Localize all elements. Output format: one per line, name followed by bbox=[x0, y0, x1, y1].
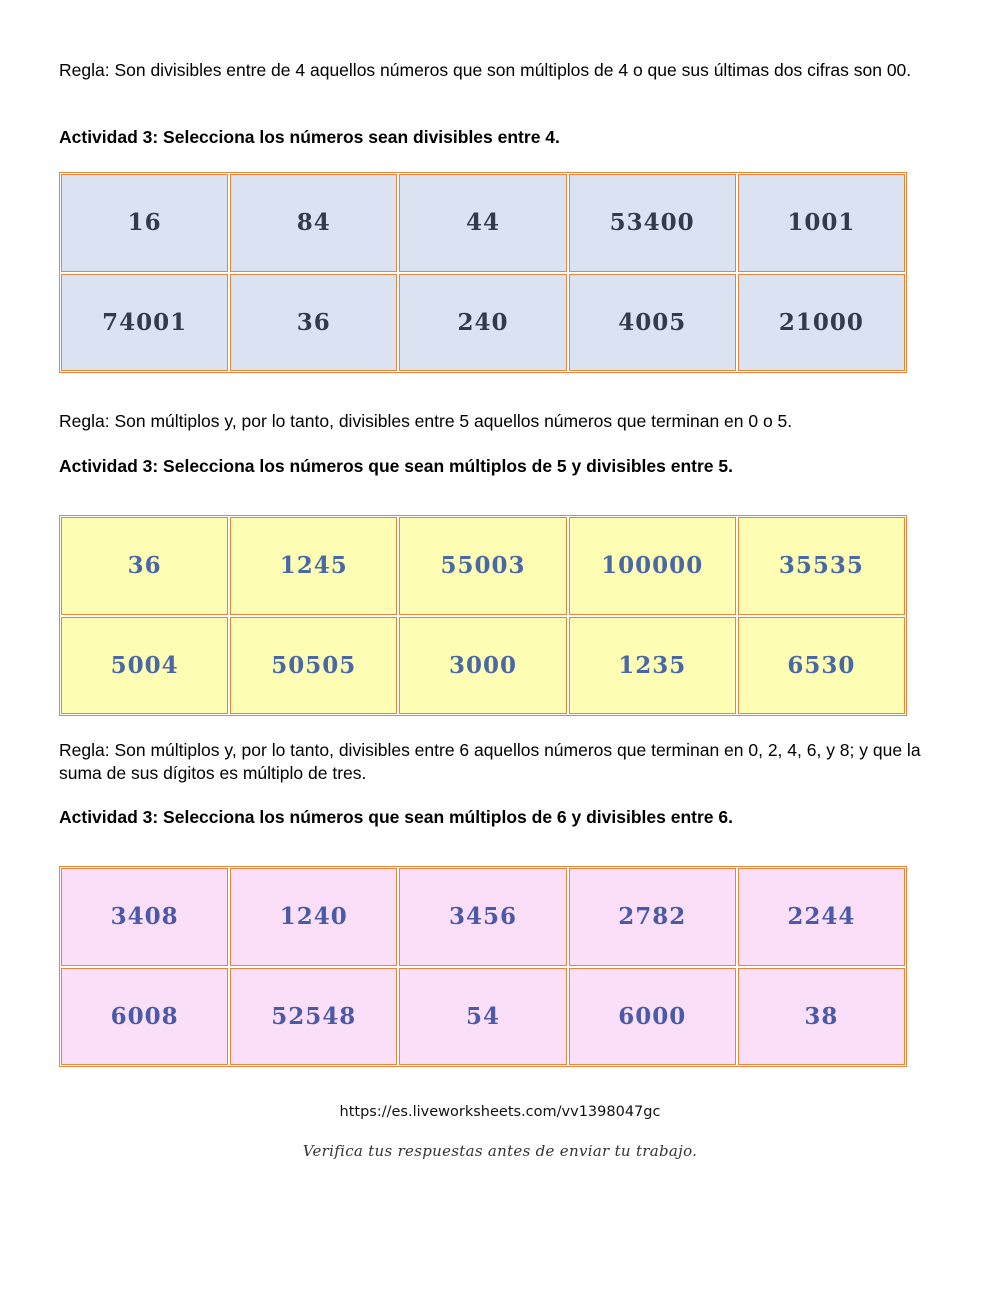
number-cell[interactable]: 1001 bbox=[738, 174, 905, 272]
number-cell[interactable]: 84 bbox=[230, 174, 397, 272]
number-cell[interactable]: 2244 bbox=[738, 868, 905, 966]
number-cell[interactable]: 36 bbox=[61, 517, 228, 615]
activity-divisible-6: Actividad 3: Selecciona los números que sean múltiplos de 6 y divisibles entre 6. bbox=[59, 807, 733, 827]
number-cell[interactable]: 52548 bbox=[230, 968, 397, 1066]
number-cell[interactable]: 35535 bbox=[738, 517, 905, 615]
number-cell[interactable]: 1235 bbox=[569, 617, 736, 715]
number-cell[interactable]: 240 bbox=[399, 274, 566, 372]
number-cell[interactable]: 3408 bbox=[61, 868, 228, 966]
number-cell[interactable]: 3000 bbox=[399, 617, 566, 715]
verify-note: Verifica tus respuestas antes de enviar tu trabajo. bbox=[302, 1142, 698, 1160]
number-grid-divisible-6 bbox=[59, 866, 907, 1067]
number-cell[interactable]: 55003 bbox=[399, 517, 566, 615]
number-grid-divisible-5 bbox=[59, 515, 907, 716]
rule-divisible-6: Regla: Son múltiplos y, por lo tanto, divisibles entre 6 aquellos números que terminan en 0, 2, 4, 6, y 8; y que la suma de sus dígitos es múltiplo de tres. bbox=[59, 740, 921, 783]
number-cell[interactable]: 100000 bbox=[569, 517, 736, 615]
number-cell[interactable]: 1240 bbox=[230, 868, 397, 966]
number-cell[interactable]: 6000 bbox=[569, 968, 736, 1066]
number-cell[interactable]: 74001 bbox=[61, 274, 228, 372]
number-cell[interactable]: 4005 bbox=[569, 274, 736, 372]
worksheet-url: https://es.liveworksheets.com/vv1398047gc bbox=[339, 1104, 661, 1120]
number-cell[interactable]: 6008 bbox=[61, 968, 228, 1066]
number-cell[interactable]: 53400 bbox=[569, 174, 736, 272]
number-cell[interactable]: 36 bbox=[230, 274, 397, 372]
number-cell[interactable]: 38 bbox=[738, 968, 905, 1066]
number-cell[interactable]: 3456 bbox=[399, 868, 566, 966]
number-cell[interactable]: 6530 bbox=[738, 617, 905, 715]
rule-divisible-4: Regla: Son divisibles entre de 4 aquellos números que son múltiplos de 4 o que sus últimas dos cifras son 00. bbox=[59, 60, 912, 80]
number-cell[interactable]: 1245 bbox=[230, 517, 397, 615]
activity-divisible-5: Actividad 3: Selecciona los números que sean múltiplos de 5 y divisibles entre 5. bbox=[59, 456, 733, 476]
number-cell[interactable]: 54 bbox=[399, 968, 566, 1066]
number-cell[interactable]: 44 bbox=[399, 174, 566, 272]
number-cell[interactable]: 5004 bbox=[61, 617, 228, 715]
number-cell[interactable]: 50505 bbox=[230, 617, 397, 715]
number-cell[interactable]: 2782 bbox=[569, 868, 736, 966]
number-grid-divisible-4 bbox=[59, 172, 907, 373]
number-cell[interactable]: 21000 bbox=[738, 274, 905, 372]
rule-divisible-5: Regla: Son múltiplos y, por lo tanto, divisibles entre 5 aquellos números que terminan en 0 o 5. bbox=[59, 411, 793, 431]
number-cell[interactable]: 16 bbox=[61, 174, 228, 272]
activity-divisible-4: Actividad 3: Selecciona los números sean divisibles entre 4. bbox=[59, 127, 560, 147]
